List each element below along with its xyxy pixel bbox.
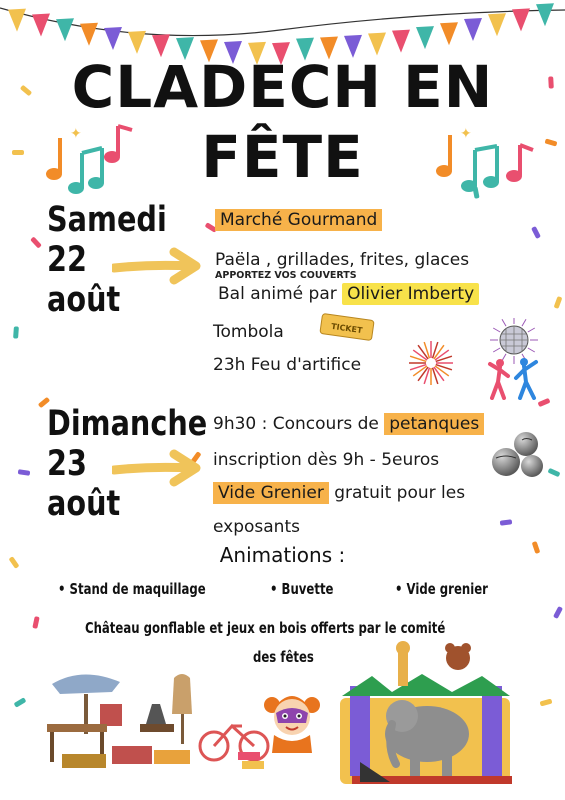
bunting-flag (536, 3, 554, 26)
bunting-flag (80, 23, 98, 46)
svg-text:✦: ✦ (460, 125, 472, 141)
sunday-day-number: 23 (47, 444, 87, 484)
animation-item: • Buvette (270, 580, 334, 598)
sunday-day-name: Dimanche (47, 404, 208, 444)
bunting-flag (488, 13, 506, 36)
saturday-day-number: 22 (47, 240, 87, 280)
svg-text:✦: ✦ (70, 125, 82, 141)
saturday-month: août (47, 280, 121, 320)
footer-line-1: Château gonflable et jeux en bois offerts par le comité (85, 619, 446, 637)
confetti-piece (548, 468, 561, 477)
confetti-piece (18, 469, 31, 476)
confetti-piece (500, 519, 513, 525)
bunting-flag (512, 8, 530, 31)
arrow-icon (112, 448, 202, 488)
ball-line (218, 284, 479, 304)
fireworks-line: 23h Feu d'artifice (213, 355, 362, 375)
animation-item: • Vide grenier (395, 580, 488, 598)
contest-line (213, 414, 484, 434)
sunday-month: août (47, 484, 121, 524)
animation-item: • Stand de maquillage (58, 580, 206, 598)
bunting-flag (8, 9, 26, 32)
arrow-icon (112, 246, 202, 286)
confetti-piece (13, 326, 19, 338)
ticket-icon (318, 312, 376, 342)
bunting-flag (416, 26, 434, 49)
disco-ray (502, 319, 506, 326)
flea-line-2: exposants (213, 517, 300, 537)
contest-highlight: petanques (384, 413, 484, 435)
bunting-flag (32, 14, 50, 37)
flea-highlight: Vide Grenier (213, 482, 329, 504)
confetti-piece (531, 226, 541, 239)
bunting-flag (56, 18, 74, 41)
footer-line-2: des fêtes (253, 648, 314, 666)
registration-line: inscription dès 9h - 5euros (213, 450, 440, 470)
market-label (215, 210, 382, 230)
face-paint-icon (262, 683, 322, 753)
title-line-2: FÊTE (201, 123, 364, 191)
market-highlight: Marché Gourmand (215, 209, 382, 231)
petanque-balls-icon (488, 430, 548, 480)
bring-cutlery-note: APPORTEZ VOS COUVERTS (215, 270, 357, 281)
confetti-piece (540, 699, 553, 707)
disco-ray (522, 319, 526, 326)
music-notes-icon (40, 118, 140, 198)
disco-ray (493, 328, 500, 332)
disco-ray (528, 328, 535, 332)
confetti-piece (14, 697, 27, 707)
fireworks-icon (404, 338, 458, 388)
saturday-day-name: Samedi (47, 200, 167, 240)
bunting-flag (464, 18, 482, 41)
confetti-piece (554, 296, 563, 309)
flea-market-icon (42, 664, 278, 774)
bunting-flag (128, 31, 146, 54)
confetti-piece (30, 236, 42, 248)
ball-prefix: Bal animé par (218, 284, 337, 304)
disco-ray (502, 354, 506, 361)
bouncy-castle-icon (332, 636, 532, 786)
animations-list (0, 580, 565, 602)
confetti-piece (553, 606, 563, 619)
ball-artist: Olivier Imberty (342, 283, 479, 305)
bunting-flag (104, 27, 122, 50)
animations-heading: Animations : (219, 543, 346, 567)
title-line-1: CLADECH EN (71, 53, 494, 121)
confetti-piece (32, 616, 39, 629)
disco-ray (528, 348, 535, 352)
food-line: Paëla , grillades, frites, glaces (215, 250, 470, 270)
tombola-line: Tombola (213, 322, 284, 342)
flea-suffix: gratuit pour les (334, 483, 466, 503)
bunting-flag (440, 22, 458, 45)
disco-ray (493, 348, 500, 352)
flea-line (213, 483, 465, 503)
bunting-flag (392, 30, 410, 53)
disco-dancers-icon (478, 318, 550, 400)
ticket-text: TICKET (330, 321, 363, 336)
contest-prefix: 9h30 : Concours de (213, 414, 379, 434)
music-notes-icon (425, 120, 540, 200)
